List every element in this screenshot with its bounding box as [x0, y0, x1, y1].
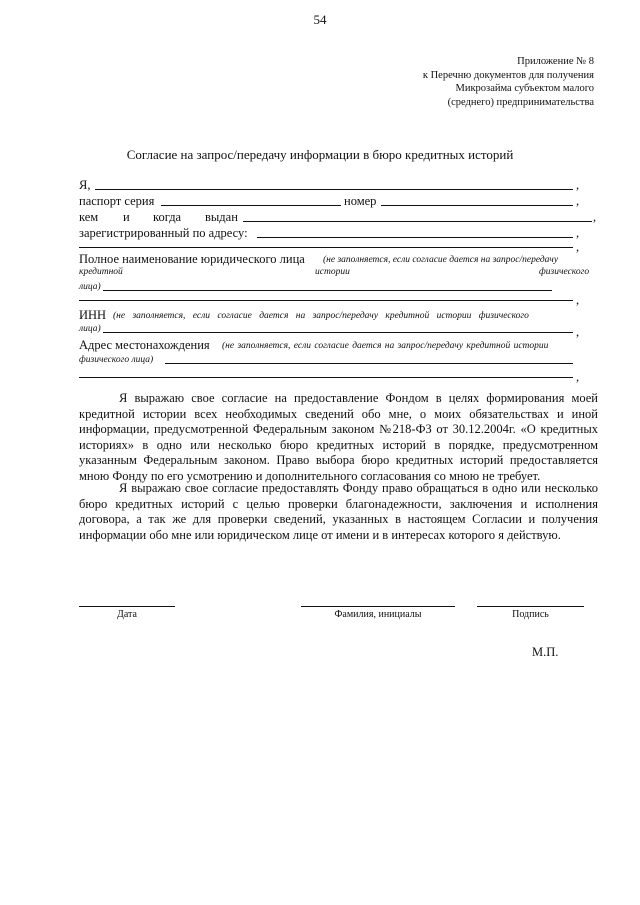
date-label: Дата: [117, 609, 137, 620]
address-label: Адрес местонахождения: [79, 338, 210, 352]
inn-note-end: лица): [79, 324, 101, 334]
comma: ,: [576, 240, 580, 254]
address-row: [79, 337, 598, 353]
org-note-word: кредитной: [79, 267, 123, 277]
comma: ,: [576, 226, 580, 240]
appendix-line: Приложение № 8: [517, 56, 594, 67]
name-line[interactable]: [301, 606, 455, 607]
appendix-line: Микрозайма субъектом малого: [455, 83, 594, 94]
org-note-word: физического: [539, 267, 590, 277]
address-field-row-2: [79, 368, 598, 384]
address-field-2[interactable]: [79, 377, 573, 378]
inn-label: ИНН: [79, 308, 107, 322]
address-field-row: [79, 352, 598, 368]
issued-word: когда: [153, 210, 182, 224]
org-note-row: [79, 264, 598, 280]
address-field[interactable]: [165, 363, 573, 364]
consent-paragraph-2: Я выражаю свое согласие предоставлять Фонду право обращаться в одно или несколько бюро кредитных историй с целью проверки благонадежности, заключения и исполнения договора, а так же для проверки сведений, указанных в настоящем Согласии и получения информации обо мне или юридическом лице от имени и в интересах которого я действую.: [79, 481, 598, 542]
appendix-header: [334, 55, 594, 109]
org-note-word: истории: [315, 267, 350, 277]
registered-label: зарегистрированный по адресу:: [79, 226, 248, 240]
number-label: номер: [344, 194, 377, 208]
org-name-label: Полное наименование юридического лица: [79, 252, 305, 266]
name-label: Фамилия, инициалы: [334, 609, 422, 620]
passport-number-field[interactable]: [381, 205, 573, 206]
inn-field[interactable]: [103, 332, 573, 333]
issued-word: и: [123, 210, 130, 224]
signature-line[interactable]: [477, 606, 584, 607]
registered-row: [79, 225, 598, 241]
issued-word: выдан: [205, 210, 238, 224]
issued-by-field[interactable]: [243, 221, 592, 222]
comma: ,: [576, 325, 580, 339]
page-number: 54: [313, 12, 327, 27]
document-title: Согласие на запрос/передачу информации в бюро кредитных историй: [126, 147, 514, 162]
inn-field-row: [79, 321, 598, 337]
org-name-field-2[interactable]: [79, 300, 573, 301]
passport-series-field[interactable]: [161, 205, 341, 206]
passport-row: [79, 193, 598, 209]
comma: ,: [576, 293, 580, 307]
inn-note: (не заполняется, если согласие дается на запрос/передачу кредитной истории физического: [113, 311, 529, 321]
org-name-field-row: [79, 279, 598, 295]
org-name-field[interactable]: [103, 290, 552, 291]
comma: ,: [576, 194, 580, 208]
registered-address-field-2[interactable]: [79, 247, 573, 248]
consent-paragraph-1: Я выражаю свое согласие на предоставление Фондом в целях формирования моей кредитной истории всех необходимых сведений обо мне, о моих обязательствах и иной информации, предусмотренной Федеральным законом №218-ФЗ от 30.12.2004г. «О кредитных историях» в одно или несколько бюро кредитных историй в порядке, предусмотренном указанным Федеральным законом. Право выбора бюро кредитных историй предоставляется мною Фонду по его усмотрению и дополнительного согласования со мною не требует.: [79, 391, 598, 483]
registered-address-field[interactable]: [257, 237, 573, 238]
issued-row: [79, 209, 598, 225]
name-row: [79, 177, 598, 193]
appendix-line: к Перечню документов для получения: [422, 69, 594, 81]
comma: ,: [593, 210, 597, 224]
date-line[interactable]: [79, 606, 175, 607]
appendix-line: (среднего) предпринимательства: [447, 96, 594, 108]
full-name-field[interactable]: [95, 189, 573, 190]
passport-series-label: паспорт серия: [79, 194, 155, 208]
address-note: (не заполняется, если согласие дается на запрос/передачу кредитной истории: [222, 341, 549, 351]
signature-label: Подпись: [512, 609, 549, 620]
org-note-end: лица): [79, 282, 101, 292]
issued-word: кем: [79, 210, 99, 224]
i-label: Я,: [79, 178, 91, 192]
comma: ,: [576, 178, 580, 192]
address-note-end: физического лица): [79, 355, 154, 365]
stamp-place: М.П.: [532, 645, 559, 659]
comma: ,: [576, 370, 580, 384]
org-name-note: (не заполняется, если согласие дается на запрос/передачу: [323, 255, 559, 265]
